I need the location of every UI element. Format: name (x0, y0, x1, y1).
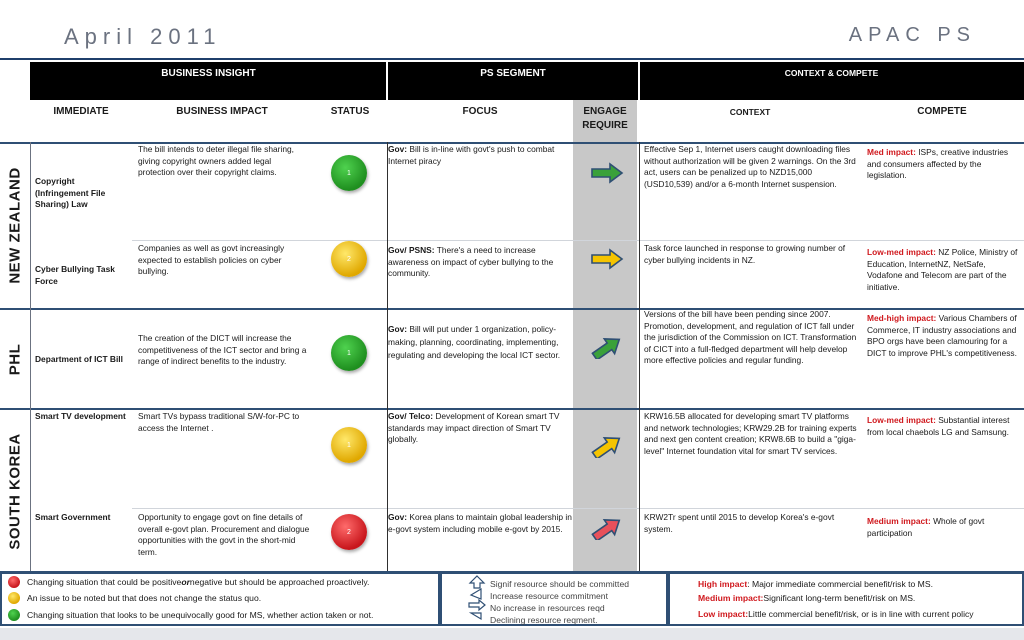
country-new-zealand: NEW ZEALAND (6, 167, 24, 284)
col-business-impact: BUSINESS IMPACT (176, 106, 268, 117)
arrow-right-green-icon (590, 162, 624, 184)
page-date: April 2011 (64, 24, 222, 49)
status-indicator-green: 1 (331, 155, 367, 191)
group-separator (638, 62, 640, 100)
impact-cyber-bullying: Companies as well as govt increasingly expected to establish policies on cyber bullying. (138, 243, 285, 277)
yellow-dot-icon (8, 592, 20, 604)
context-border (639, 142, 640, 572)
legend-engage-1: Signif resource should be committed (490, 579, 630, 589)
row-divider (132, 508, 1024, 509)
arrow-up-right-red-icon (590, 518, 624, 540)
context-ict-bill: Versions of the bill have been pending since 2007. Promotion, development, and regulation of ICT fall under the jurisdiction of the Commission on ICT. Transformation of CICT into a full-fledged department will help develop more effective policies and regular funding. (644, 309, 857, 366)
country-divider (0, 308, 1024, 310)
col-context: CONTEXT (729, 107, 771, 117)
focus-smart-tv: Gov/ Telco: Development of Korean smart TV standards may impact direction of Smart TV globally. (388, 411, 560, 445)
arrow-right-yellow-icon (590, 248, 624, 270)
legend-status (0, 572, 440, 626)
impact-smart-government: Opportunity to engage govt on fine details of overall e-govt plan. Procurement and dialogue opportunities with the govt in the short-mid term. (138, 512, 310, 557)
legend-status-green: Changing situation that looks to be unequivocally good for MS, whether action taken or not. (8, 609, 373, 621)
country-divider (0, 408, 1024, 410)
compete-copyright-law: Med impact: ISPs, creative industries and consumers affected by the legislation. (867, 147, 1009, 181)
legend-impact-low: Low impact: Little commercial benefit/risk, or is in line with current policy (698, 609, 974, 619)
legend-impact (668, 572, 1024, 626)
focus-cyber-bullying: Gov/ PSNS: There's a need to increase awareness on impact of cyber bullying to the community. (388, 245, 554, 279)
status-indicator-yellow: 1 (331, 427, 367, 463)
red-dot-icon (8, 576, 20, 588)
country-phl: PHL (6, 343, 24, 375)
context-copyright-law: Effective Sep 1, Internet users caught downloading files without authorization will be given 2 warnings. On the 3rd act, users can be penalized up to NZD15,000 (USD10,539) and/or a 6-month Internet suspension. (644, 144, 856, 189)
compete-smart-tv: Low-med impact: Substantial interest from local chaebols LG and Samsung. (867, 415, 1010, 437)
group-ps-segment: PS SEGMENT (387, 62, 639, 100)
col-immediate: IMMEDIATE (53, 106, 109, 117)
legend-engage-4: Declining resource reqment. (490, 615, 598, 625)
issue-smart-tv: Smart TV development (35, 411, 126, 421)
header-divider (0, 58, 1024, 60)
group-separator (386, 62, 388, 100)
green-dot-icon (8, 609, 20, 621)
col-engage: ENGAGE REQUIRE (573, 100, 637, 142)
status-indicator-green: 1 (331, 335, 367, 371)
legend-status-yellow: An issue to be noted but that does not change the status quo. (8, 592, 261, 604)
col-focus: FOCUS (462, 106, 498, 117)
compete-ict-bill: Med-high impact: Various Chambers of Commerce, IT industry associations and BPO orgs have been clamouring for a DICT to improve PHL's competitiveness. (867, 313, 1017, 358)
legend-engage-3: No increase in resources reqd (490, 603, 605, 613)
impact-copyright-law: The bill intends to deter illegal file sharing, giving copyright owners added legal protection over their copyright claims. (138, 144, 294, 178)
arrow-up-right-yellow-icon (590, 436, 624, 458)
context-smart-government: KRW2Tr spent until 2015 to develop Korea's e-govt system. (644, 512, 835, 534)
focus-ict-bill: Gov: Bill will put under 1 organization, policy-making, planning, coordinating, implementing, regulating and developing the local ICT sector. (388, 324, 561, 360)
footer-bar (0, 628, 1024, 640)
issue-ict-bill: Department of ICT Bill (35, 354, 123, 364)
arrow-up-right-green-icon (590, 337, 624, 359)
group-context-compete: CONTEXT & COMPETE (639, 62, 1024, 100)
legend-impact-high: High impact : Major immediate commercial benefit/risk to MS. (698, 579, 933, 589)
compete-cyber-bullying: Low-med impact: NZ Police, Ministry of Education, InternetNZ, NetSafe, Vodafone and Telecom are part of the initiative. (867, 247, 1018, 292)
legend-status-red: Changing situation that could be positive or negative but should be approached proactively. (8, 576, 369, 588)
country-column-border (30, 142, 31, 572)
issue-smart-government: Smart Government (35, 512, 111, 522)
context-cyber-bullying: Task force launched in response to growing number of cyber bullying incidents in NZ. (644, 243, 846, 265)
page-brand: APAC PS (848, 24, 976, 46)
issue-cyber-bullying: Cyber Bullying Task Force (35, 264, 115, 286)
issue-copyright-law: Copyright (Infringement File Sharing) Law (35, 176, 106, 210)
status-indicator-yellow: 2 (331, 241, 367, 277)
focus-copyright-law: Gov: Bill is in-line with govt's push to combat Internet piracy (388, 144, 555, 166)
legend-impact-medium: Medium impact: Significant long-term benefit/risk on MS. (698, 593, 916, 603)
col-status: STATUS (330, 106, 370, 117)
status-indicator-red: 2 (331, 514, 367, 550)
impact-smart-tv: Smart TVs bypass traditional S/W-for-PC to access the Internet . (138, 411, 300, 433)
group-business-insight: BUSINESS INSIGHT (30, 62, 387, 100)
legend-engage-2: Increase resource commitment (490, 591, 608, 601)
col-compete: COMPETE (917, 106, 967, 117)
engagement-arrows-icon (466, 575, 488, 625)
focus-smart-government: Gov: Korea plans to maintain global leadership in e-govt system including mobile e-govt by 2015. (388, 512, 572, 534)
impact-ict-bill: The creation of the DICT will increase the competitiveness of the ICT sector and bring a range of indirect benefits to the industry. (138, 333, 307, 367)
country-south-korea: SOUTH KOREA (6, 432, 24, 550)
compete-smart-government: Medium impact: Whole of govt participation (867, 516, 985, 538)
row-divider (132, 240, 1024, 241)
context-smart-tv: KRW16.5B allocated for developing smart TV platforms and network technologies; KRW29.2B for training experts and next gen content creation; KRW8.6B to build a "giga-level" Internet foundation vital for smart TV services. (644, 411, 857, 456)
legend-engagement (440, 572, 668, 626)
